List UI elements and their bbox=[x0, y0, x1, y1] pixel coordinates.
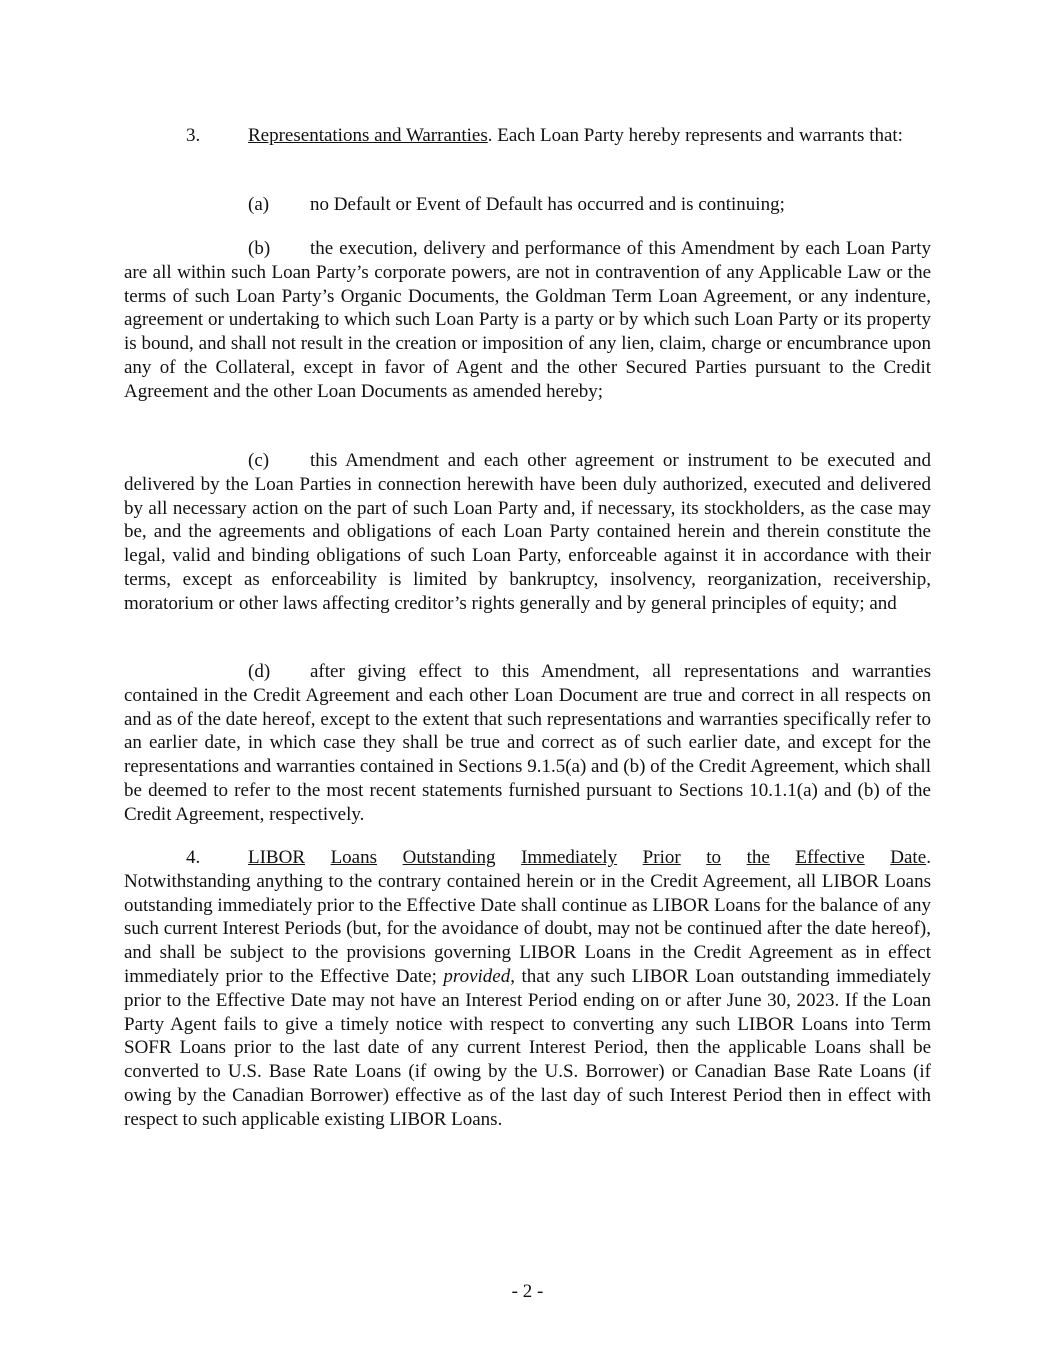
subsection-a-label: (a) bbox=[248, 194, 270, 215]
section-3-intro: . Each Loan Party hereby represents and warrants that: bbox=[487, 125, 903, 146]
section-4-heading bbox=[248, 846, 926, 870]
section-4-heading-word: to bbox=[706, 847, 722, 868]
section-4-heading-word: Prior bbox=[642, 847, 681, 868]
subsection-a bbox=[248, 193, 785, 217]
section-4-heading-word: Immediately bbox=[521, 847, 618, 868]
section-3-number: 3. bbox=[186, 125, 201, 146]
section-4 bbox=[124, 846, 931, 1132]
subsection-b-label: (b) bbox=[248, 238, 271, 259]
subsection-c-label: (c) bbox=[248, 450, 270, 471]
section-4-text-after: , that any such LIBOR Loan outstanding immediately prior to the Effective Date may not have an Interest Period ending on or after June 30, 2023. If the Loan Party Agent fails to give a timely notice with respect to converting any such LIBOR Loans into Term SOFR Loans prior to the last date of any current Interest Period, then the applicable Loans shall be converted to U.S. Base Rate Loans (if owing by the U.S. Borrower) or Canadian Base Rate Loans (if owing by the Canadian Borrower) effective as of the last day of such Interest Period then in effect with respect to such applicable existing LIBOR Loans. bbox=[124, 965, 931, 1130]
subsection-d bbox=[124, 660, 931, 827]
section-4-heading-line bbox=[124, 846, 931, 870]
page-number: - 2 - bbox=[511, 1281, 544, 1302]
section-3-heading: Representations and Warranties bbox=[248, 125, 488, 146]
section-4-heading-word: the bbox=[746, 847, 770, 868]
subsection-b bbox=[124, 237, 931, 404]
section-4-number: 4. bbox=[186, 847, 201, 868]
subsection-c-text: this Amendment and each other agreement or instrument to be executed and delivered by the Loan Parties in connection herewith have been duly authorized, executed and delivered by all necessary action on the part of such Loan Party and, if necessary, its stockholders, as the case may be, and the agreements and obligations of each Loan Party contained herein and therein constitute the legal, valid and binding obligations of such Loan Party, enforceable against it in accordance with their terms, except as enforceability is limited by bankruptcy, insolvency, reorganization, receivership, moratorium or other laws affecting creditor’s rights generally and by general principles of equity; and bbox=[124, 450, 931, 614]
section-4-heading-word: Loans bbox=[330, 847, 378, 868]
subsection-d-label: (d) bbox=[248, 661, 271, 682]
section-4-heading-word: Effective bbox=[795, 847, 865, 868]
subsection-c bbox=[124, 449, 931, 616]
section-3 bbox=[124, 124, 931, 148]
section-4-text-before: Notwithstanding anything to the contrary contained herein or in the Credit Agreement, all LIBOR Loans outstanding immediately prior to the Effective Date shall continue as LIBOR Loans for the balance of any such current Interest Periods (but, for the avoidance of doubt, may not be continued after the date hereof), and shall be subject to the provisions governing LIBOR Loans in the Credit Agreement as in effect immediately prior to the Effective Date; bbox=[124, 870, 931, 987]
section-4-heading-word: Date bbox=[890, 847, 927, 868]
subsection-d-text: after giving effect to this Amendment, all representations and warranties contained in the Credit Agreement and each other Loan Document are true and correct in all respects on and as of the date hereof, except to the extent that such representations and warranties specifically refer to an earlier date, in which case they shall be true and correct as of such earlier date, and except for the representations and warranties contained in Sections 9.1.5(a) and (b) of the Credit Agreement, which shall be deemed to refer to the most recent statements furnished pursuant to Sections 10.1.1(a) and (b) of the Credit Agreement, respectively. bbox=[124, 661, 931, 825]
section-4-heading-period: . bbox=[926, 847, 931, 868]
section-4-italic-provided: provided bbox=[443, 965, 511, 987]
subsection-a-text: no Default or Event of Default has occurred and is continuing; bbox=[310, 194, 785, 215]
section-4-heading-word: Outstanding bbox=[402, 847, 496, 868]
section-4-body bbox=[124, 870, 931, 1132]
subsection-b-text: the execution, delivery and performance of this Amendment by each Loan Party are all within such Loan Party’s corporate powers, are not in contravention of any Applicable Law or the terms of such Loan Party’s Organic Documents, the Goldman Term Loan Agreement, or any indenture, agreement or undertaking to which such Loan Party is a party or by which such Loan Party or its property is bound, and shall not result in the creation or imposition of any lien, claim, charge or encumbrance upon any of the Collateral, except in favor of Agent and the other Secured Parties pursuant to the Credit Agreement and the other Loan Documents as amended hereby; bbox=[124, 238, 931, 402]
section-4-heading-word: LIBOR bbox=[248, 847, 305, 868]
